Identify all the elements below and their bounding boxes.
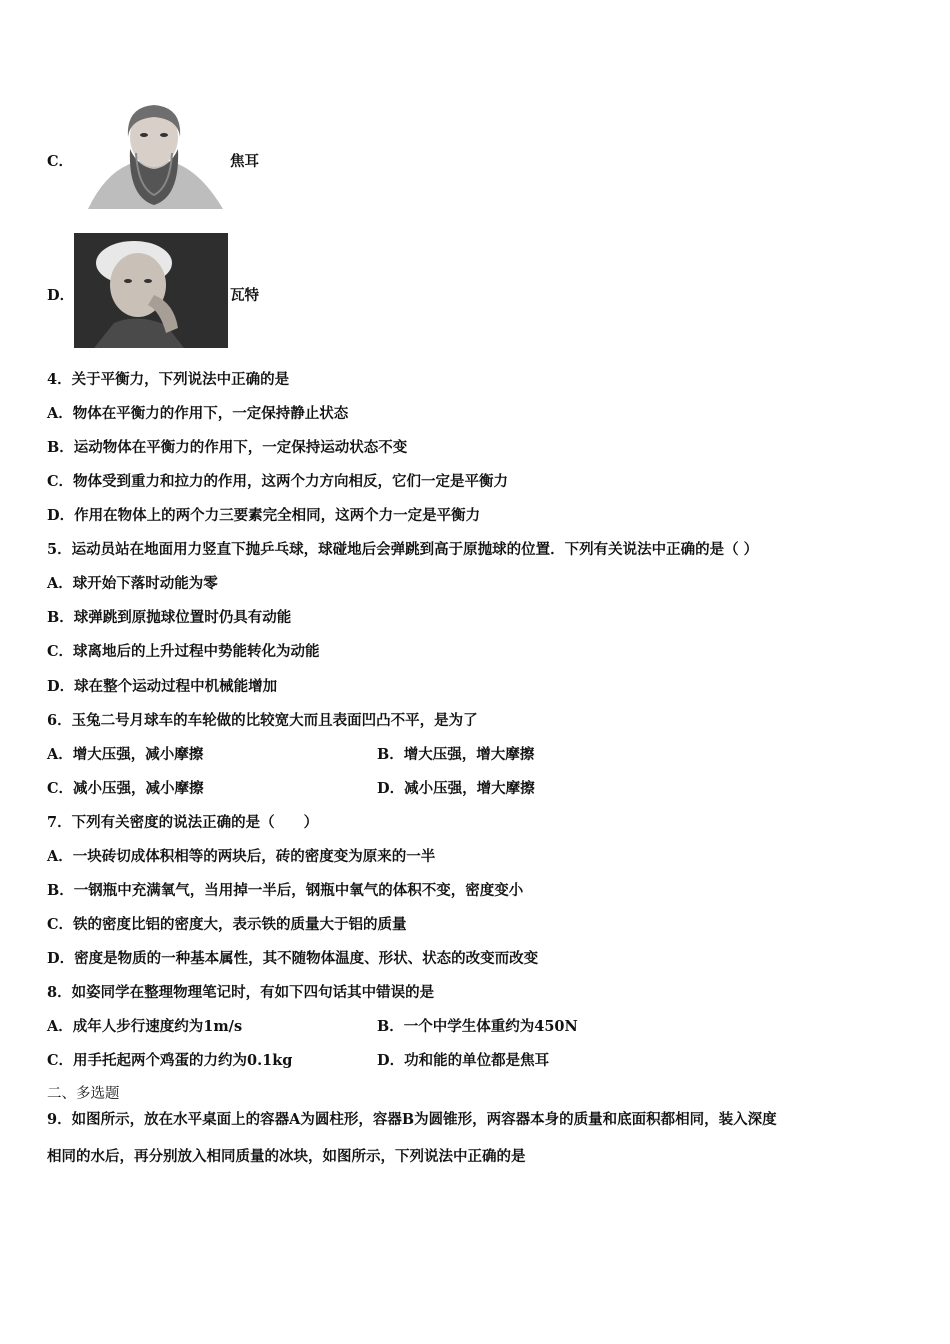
q8-stem: 8．如姿同学在整理物理笔记时，有如下四句话其中错误的是 [47, 984, 435, 1001]
q5-stem: 5．运动员站在地面用力竖直下抛乒乓球，球碰地后会弹跳到高于原抛球的位置．下列有关说法中正确的是（ ） [47, 541, 759, 558]
q9-stem-line1: 9．如图所示，放在水平桌面上的容器A为圆柱形，容器B为圆锥形，两容器本身的质量和底面积都相同，装入深度 [47, 1111, 777, 1128]
q6-option-d: D．减小压强，增大摩擦 [377, 780, 535, 797]
q5-option-a: A．球开始下落时动能为零 [47, 575, 218, 592]
q4-option-a: A．物体在平衡力的作用下，一定保持静止状态 [47, 405, 349, 422]
q7-stem: 7．下列有关密度的说法正确的是（ ） [47, 814, 319, 831]
q8-option-a: A．成年人步行速度约为1m/s [47, 1018, 243, 1035]
q6-option-b: B．增大压强，增大摩擦 [377, 746, 535, 763]
q6-stem: 6．玉兔二号月球车的车轮做的比较宽大而且表面凹凸不平，是为了 [47, 712, 478, 729]
q5-option-b: B．球弹跳到原抛球位置时仍具有动能 [47, 609, 292, 626]
q4-option-b: B．运动物体在平衡力的作用下，一定保持运动状态不变 [47, 439, 408, 456]
q8-option-d: D．功和能的单位都是焦耳 [377, 1052, 550, 1069]
q7-option-a: A．一块砖切成体积相等的两块后，砖的密度变为原来的一半 [47, 848, 436, 865]
q5-option-c: C．球离地后的上升过程中势能转化为动能 [47, 643, 320, 660]
watt-portrait-image [74, 233, 228, 348]
option-c-name: 焦耳 [230, 153, 259, 170]
q6-option-c: C．减小压强，减小摩擦 [47, 780, 204, 797]
option-d-name: 瓦特 [230, 287, 259, 304]
q4-option-d: D．作用在物体上的两个力三要素完全相同，这两个力一定是平衡力 [47, 507, 481, 524]
q8-option-c: C．用手托起两个鸡蛋的力约为0.1kg [47, 1052, 293, 1069]
q5-option-d: D．球在整个运动过程中机械能增加 [47, 678, 278, 695]
q7-option-d: D．密度是物质的一种基本属性，其不随物体温度、形状、状态的改变而改变 [47, 950, 539, 967]
q4-stem: 4．关于平衡力，下列说法中正确的是 [47, 371, 290, 388]
q7-option-b: B．一钢瓶中充满氧气，当用掉一半后，钢瓶中氧气的体积不变，密度变小 [47, 882, 524, 899]
q4-option-c: C．物体受到重力和拉力的作用，这两个力方向相反，它们一定是平衡力 [47, 473, 509, 490]
q9-stem-line2: 相同的水后，再分别放入相同质量的冰块，如图所示，下列说法中正确的是 [47, 1148, 526, 1165]
section-title: 二、多选题 [47, 1086, 120, 1102]
q6-option-a: A．增大压强，减小摩擦 [47, 746, 204, 763]
q8-option-b: B．一个中学生体重约为450N [377, 1018, 578, 1035]
q7-option-c: C．铁的密度比铝的密度大，表示铁的质量大于铝的质量 [47, 916, 407, 933]
option-d-letter: D． [47, 287, 75, 304]
option-c-letter: C． [47, 153, 74, 170]
joule-portrait-image [78, 97, 228, 212]
